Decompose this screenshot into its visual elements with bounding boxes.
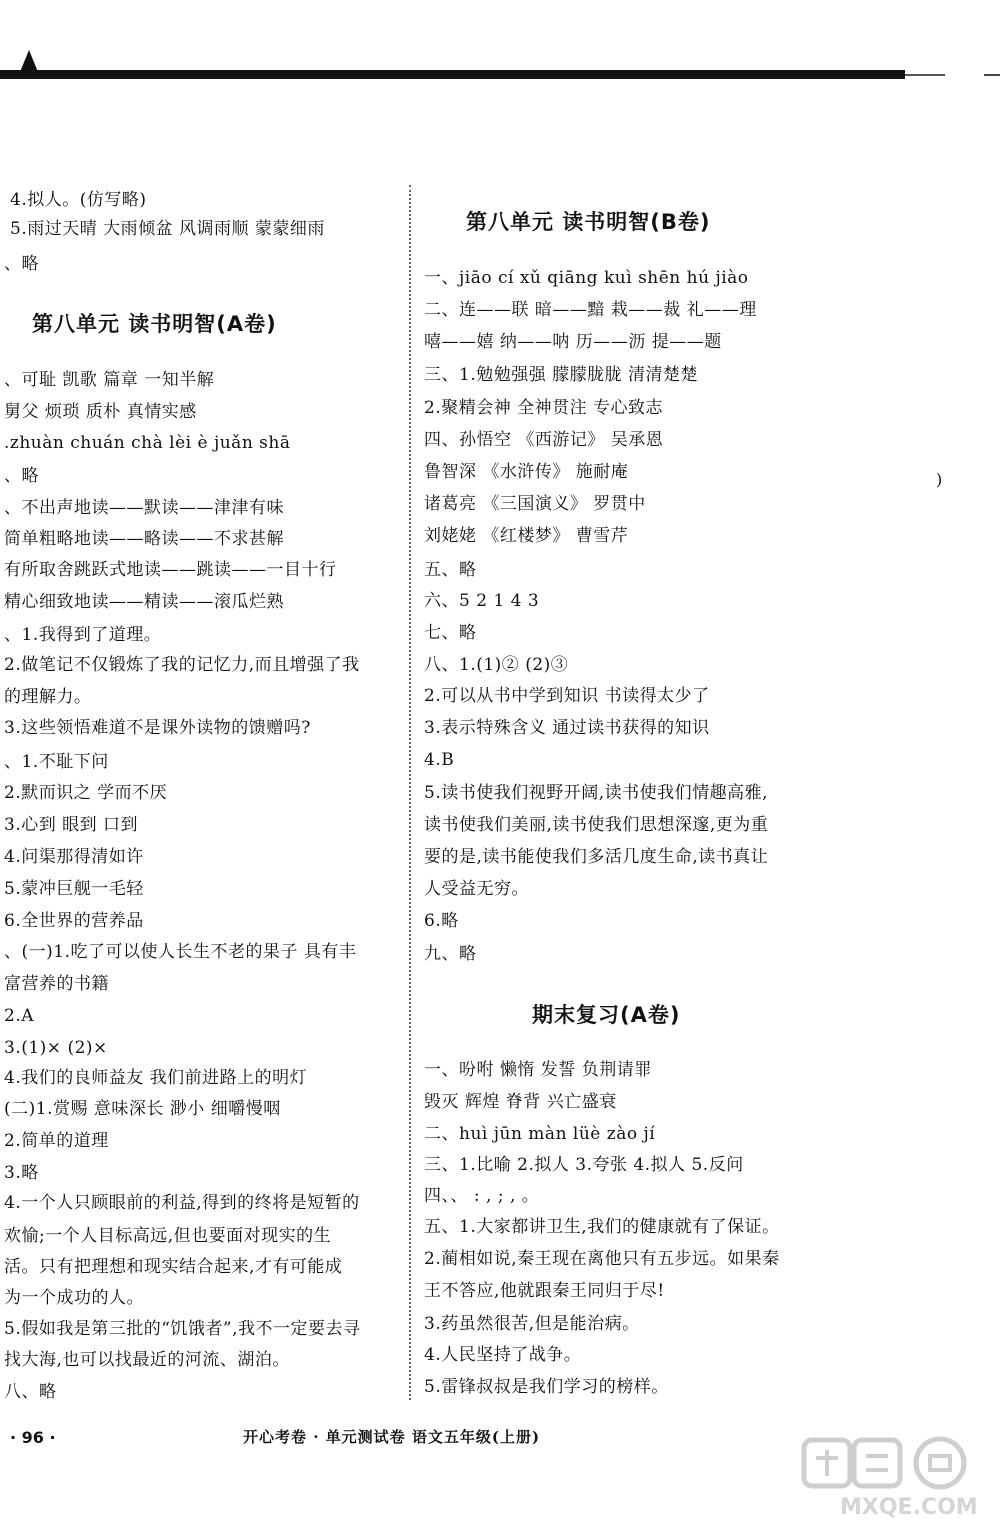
answer-line: 四、、 : , ; , 。 [424, 1186, 540, 1206]
answer-line: 八、1.(1)② (2)③ [424, 655, 569, 675]
answer-line: 有所取舍跳跃式地读——跳读——一目十行 [4, 560, 337, 580]
answer-line: 2.蔺相如说,秦王现在离他只有五步远。如果秦 [424, 1249, 780, 1269]
answer-line: 5.读书使我们视野开阔,读书使我们情趣高雅, [424, 783, 769, 803]
answer-line: 舅父 烦琐 质朴 真情实感 [4, 402, 197, 422]
answer-line: 5.假如我是第三批的“饥饿者”,我不一定要去寻 [4, 1319, 361, 1339]
margin-mark: ) [936, 470, 943, 489]
header-rule-tail [905, 74, 945, 76]
section-heading-unit8-a: 第八单元 读书明智(A卷) [32, 312, 277, 336]
answer-line: 、1.不耻下问 [4, 752, 109, 772]
answer-line: 的理解力。 [4, 687, 92, 707]
answer-line: 5.蒙冲巨舰一毛轻 [4, 879, 144, 899]
answer-line: 4.B [424, 750, 455, 770]
header-rule [0, 70, 905, 79]
answer-line: 2.简单的道理 [4, 1131, 109, 1151]
header-rule-peak [20, 50, 38, 72]
answer-line: 6.略 [424, 911, 459, 931]
answer-line: 一、jiāo cí xǔ qiāng kuì shēn hú jiào [424, 268, 749, 288]
answer-line: 4.一个人只顾眼前的利益,得到的终将是短暂的 [4, 1193, 360, 1213]
answer-line: 简单粗略地读——略读——不求甚解 [4, 529, 284, 549]
answer-line: 鲁智深 《水浒传》 施耐庵 [424, 462, 629, 482]
answer-line: 3.表示特殊含义 通过读书获得的知识 [424, 718, 710, 738]
answer-line: 一、吩咐 懒惰 发誓 负荆请罪 [424, 1060, 652, 1080]
answer-line: 二、huì jūn màn lüè zào jí [424, 1124, 656, 1144]
answer-line: 九、略 [424, 944, 477, 964]
answer-line: 读书使我们美丽,读书使我们思想深邃,更为重 [424, 815, 769, 835]
answer-line: 要的是,读书能使我们多活几度生命,读书真让 [424, 847, 769, 867]
answer-line: 3.心到 眼到 口到 [4, 815, 139, 835]
answer-line: 精心细致地读——精读——滚瓜烂熟 [4, 592, 284, 612]
answer-line: 三、1.勉勉强强 朦朦胧胧 清清楚楚 [424, 365, 699, 385]
answer-line: 4.问渠那得清如许 [4, 847, 144, 867]
answer-line: 4.我们的良师益友 我们前进路上的明灯 [4, 1068, 308, 1088]
watermark-logo [800, 1436, 990, 1520]
answer-line: 2.默而识之 学而不厌 [4, 783, 168, 803]
answer-line: 2.可以从书中学到知识 书读得太少了 [424, 686, 710, 706]
answer-line: 三、1.比喻 2.拟人 3.夸张 4.拟人 5.反问 [424, 1155, 744, 1175]
answer-line: 八、略 [4, 1382, 57, 1402]
answer-line: 2.A [4, 1006, 34, 1026]
answer-line: 毁灭 辉煌 脊背 兴亡盛衰 [424, 1092, 617, 1112]
answer-line: 6.全世界的营养品 [4, 911, 144, 931]
answer-line: 3.略 [4, 1163, 39, 1183]
svg-text:MXQE.COM: MXQE.COM [840, 1495, 978, 1520]
page-number: · 96 · [10, 1428, 56, 1447]
answer-line: 人受益无穷。 [424, 879, 529, 899]
answer-line: 诸葛亮 《三国演义》 罗贯中 [424, 494, 646, 514]
answer-line: 、1.我得到了道理。 [4, 625, 162, 645]
answer-line: 、不出声地读——默读——津津有味 [4, 498, 284, 518]
answer-line: 、略 [4, 254, 39, 274]
answer-line: .zhuàn chuán chà lèi è juǎn shā [4, 433, 291, 453]
answer-line: 4.人民坚持了战争。 [424, 1345, 582, 1365]
footer-title: 开心考卷 · 单元测试卷 语文五年级(上册) [243, 1428, 541, 1446]
section-heading-unit8-b: 第八单元 读书明智(B卷) [466, 210, 711, 234]
answer-line: 找大海,也可以找最近的河流、湖泊。 [4, 1350, 290, 1370]
answer-line: 二、连——联 暗——黯 栽——裁 礼——理 [424, 300, 757, 320]
answer-line: 为一个成功的人。 [4, 1288, 144, 1308]
answer-line: 2.聚精会神 全神贯注 专心致志 [424, 398, 664, 418]
answer-line: 3.这些领悟难道不是课外读物的馈赠吗? [4, 718, 311, 738]
section-heading-final-review-a: 期末复习(A卷) [532, 1003, 681, 1027]
answer-line: 王不答应,他就跟秦王同归于尽! [424, 1281, 665, 1301]
answer-line: 4.拟人。(仿写略) [10, 190, 147, 210]
answer-line: 、略 [4, 466, 39, 486]
answer-line: 5.雨过天晴 大雨倾盆 风调雨顺 蒙蒙细雨 [10, 219, 325, 239]
corner-tick [984, 74, 1000, 76]
answer-line: 四、孙悟空 《西游记》 吴承恩 [424, 430, 664, 450]
answer-line: 嘻——嬉 纳——呐 历——沥 提——题 [424, 332, 722, 352]
answer-line: (二)1.赏赐 意味深长 渺小 细嚼慢咽 [4, 1099, 281, 1119]
answer-line: 3.(1)× (2)× [4, 1038, 108, 1058]
answer-line: 七、略 [424, 623, 477, 643]
answer-line: 2.做笔记不仅锻炼了我的记忆力,而且增强了我 [4, 655, 360, 675]
answer-line: 活。只有把理想和现实结合起来,才有可能成 [4, 1257, 343, 1277]
answer-line: 五、1.大家都讲卫生,我们的健康就有了保证。 [424, 1217, 780, 1237]
answer-line: 富营养的书籍 [4, 974, 109, 994]
answer-line: 5.雷锋叔叔是我们学习的榜样。 [424, 1377, 669, 1397]
answer-line: 3.药虽然很苦,但是能治病。 [424, 1314, 640, 1334]
column-divider [409, 185, 411, 1400]
answer-line: 、(一)1.吃了可以使人长生不老的果子 具有丰 [4, 942, 357, 962]
answer-line: 、可耻 凯歌 篇章 一知半解 [4, 370, 215, 390]
answer-line: 刘姥姥 《红楼梦》 曹雪芹 [424, 526, 629, 546]
answer-line: 欢愉;一个人目标高远,但也要面对现实的生 [4, 1226, 332, 1246]
answer-line: 五、略 [424, 560, 477, 580]
answer-line: 六、5 2 1 4 3 [424, 591, 540, 611]
